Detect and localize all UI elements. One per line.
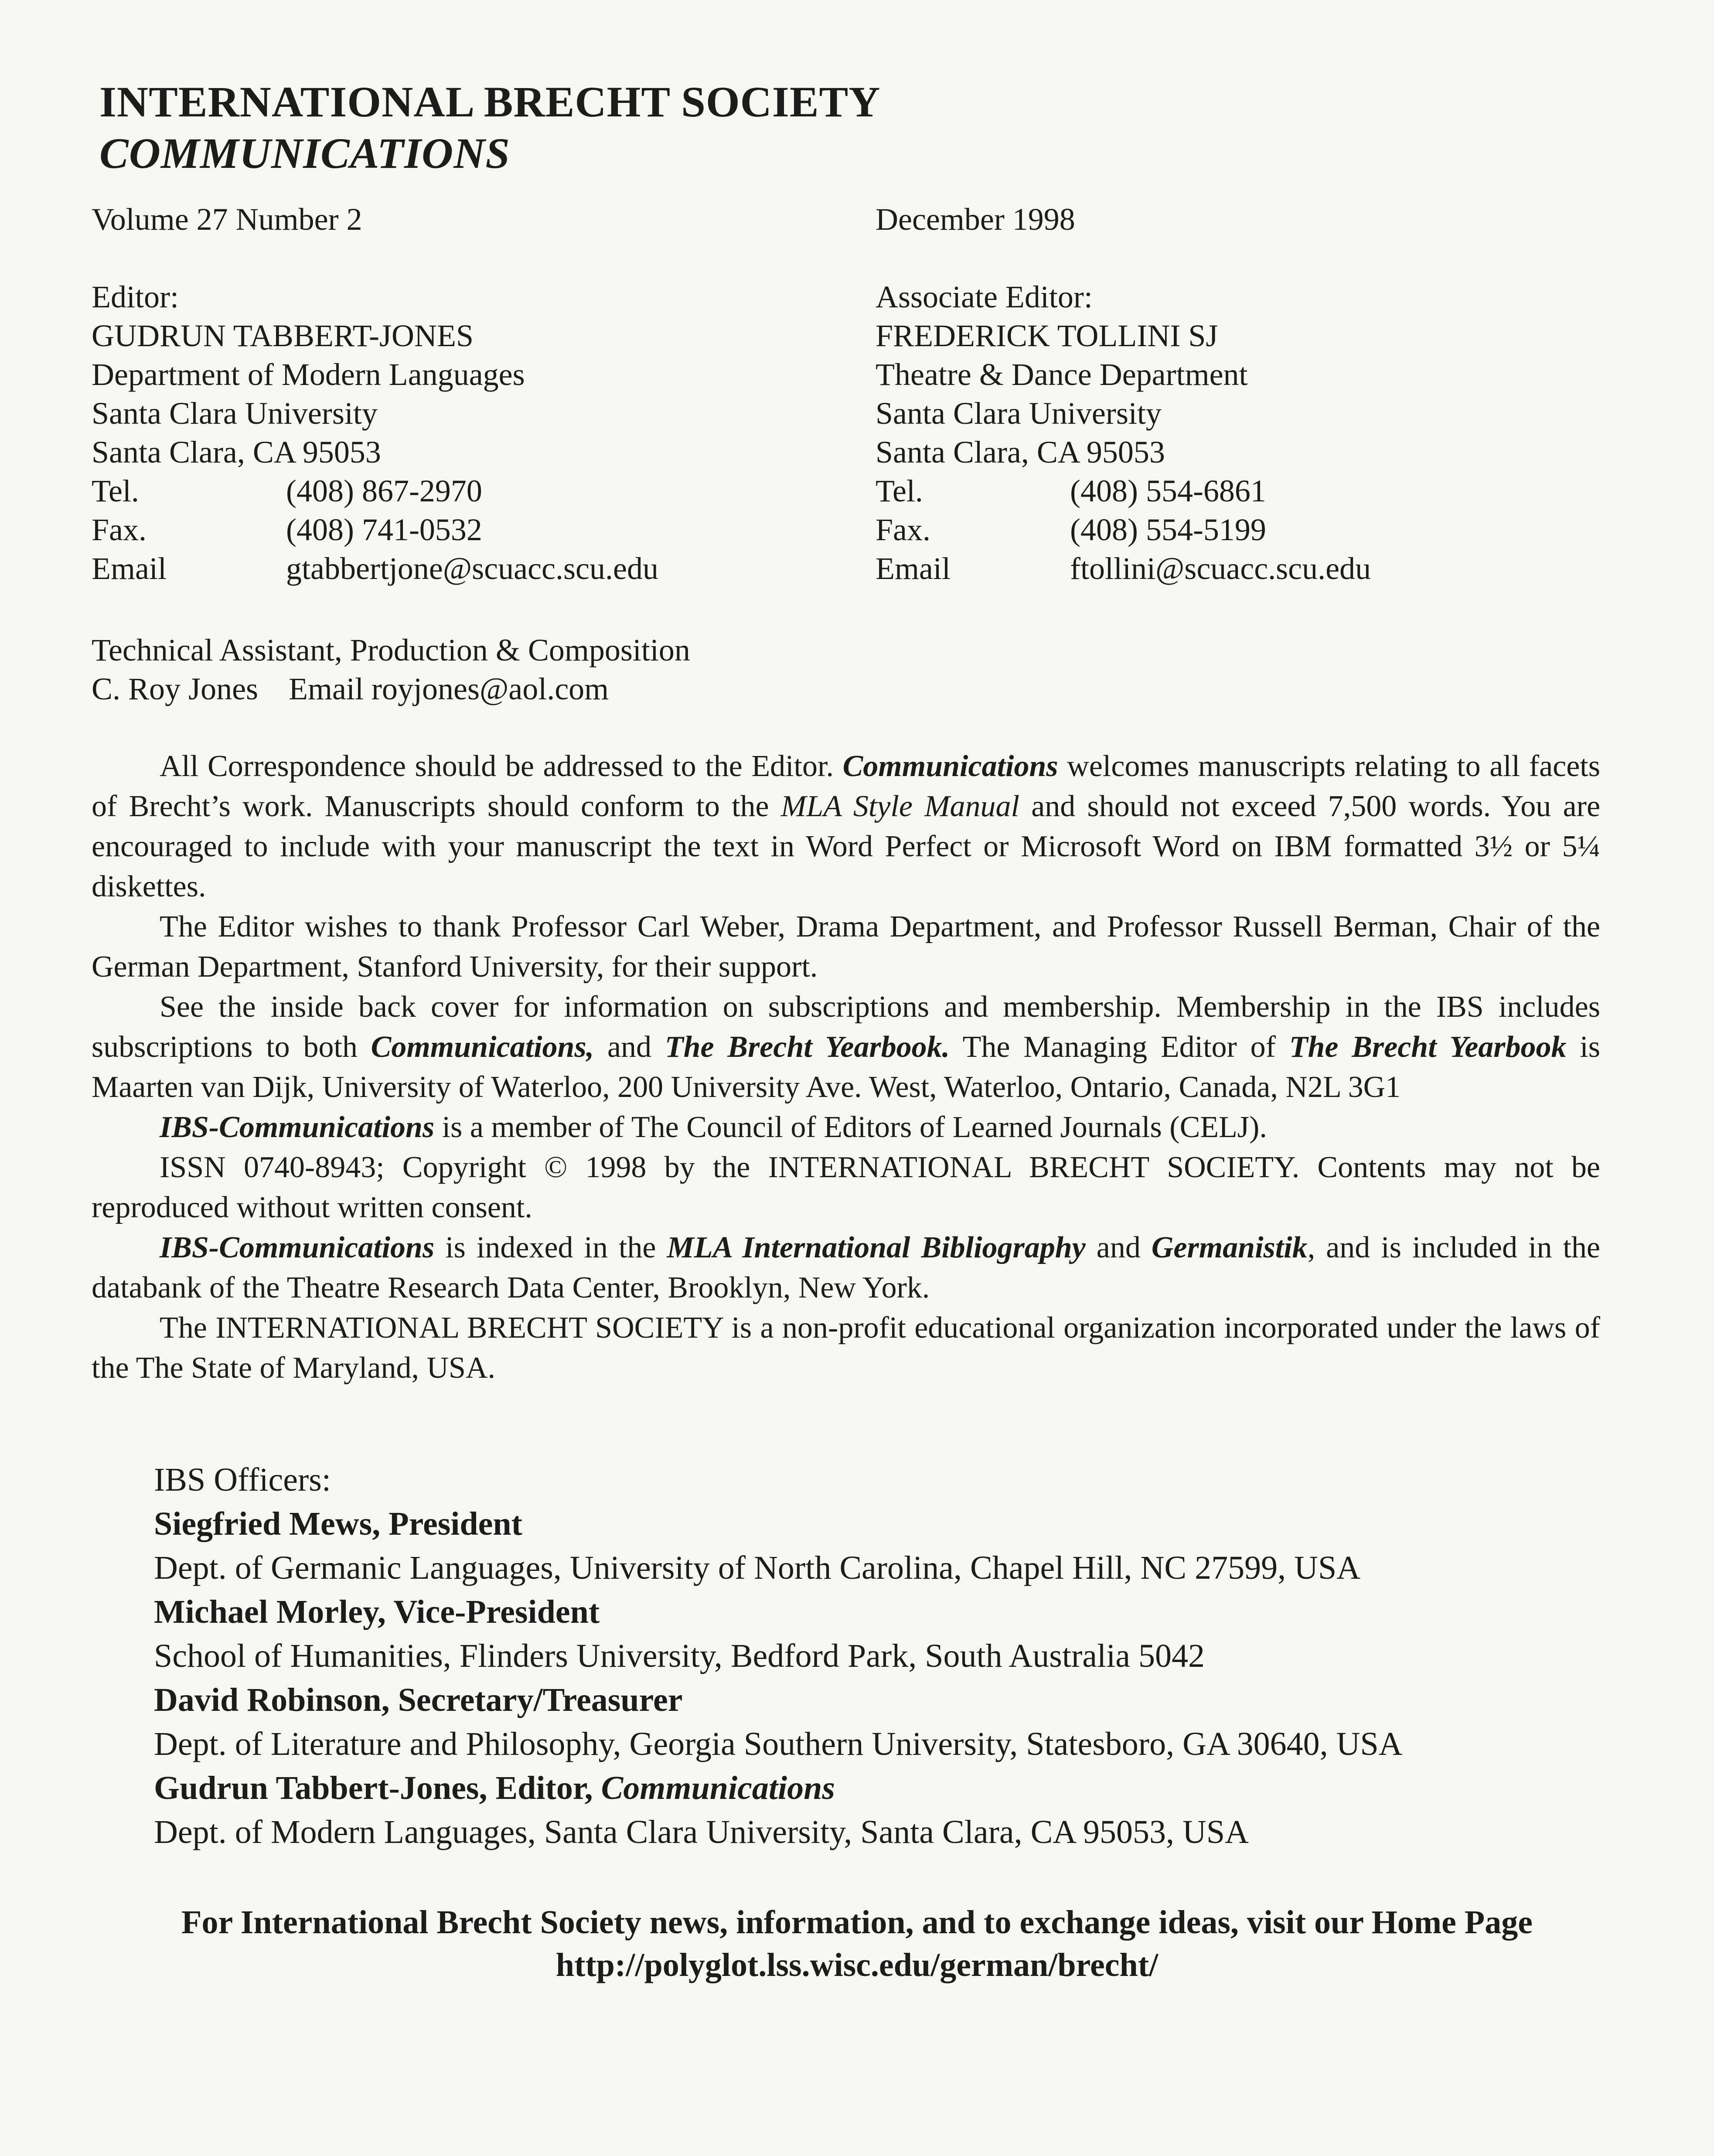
assoc-university: Santa Clara University	[876, 396, 1162, 431]
technical-name: C. Roy Jones	[92, 671, 259, 706]
editor-name: GUDRUN TABBERT-JONES	[92, 318, 474, 353]
president-address: Dept. of Germanic Languages, University of North Carolina, Chapel Hill, NC 27599, USA	[154, 1550, 1361, 1586]
volume-number: Volume 27 Number 2	[92, 202, 362, 237]
membership-paragraph	[92, 987, 1600, 1107]
assoc-city: Santa Clara, CA 95053	[876, 435, 1165, 470]
manual-title-emphasis: MLA Style Manual	[780, 790, 1019, 823]
editor-officer-row	[154, 1766, 1403, 1810]
editor-tel-row	[92, 472, 658, 511]
editor-university: Santa Clara University	[92, 396, 378, 431]
text-run: and	[1085, 1231, 1152, 1264]
copyright-paragraph: ISSN 0740-8943; Copyright © 1998 by the INTERNATIONAL BRECHT SOCIETY. Contents may not be reproduced without written consent.	[92, 1151, 1600, 1224]
editor-fax: (408) 741-0532	[286, 512, 482, 547]
technical-contact-row	[92, 670, 690, 708]
celj-paragraph	[92, 1107, 1600, 1148]
assoc-email: ftollini@scuacc.scu.edu	[1070, 551, 1371, 586]
publication-title: COMMUNICATIONS	[99, 129, 511, 177]
editor-email: gtabbertjone@scuacc.scu.edu	[286, 551, 658, 586]
editor-contact-block	[92, 278, 658, 588]
editor-fax-row	[92, 511, 658, 549]
homepage-footer	[0, 1901, 1714, 1986]
journal-title-emphasis: Communications,	[371, 1030, 594, 1064]
germanistik-title-emphasis: Germanistik	[1151, 1231, 1308, 1264]
technical-email-label: Email	[289, 671, 364, 706]
thanks-paragraph: The Editor wishes to thank Professor Carl Weber, Drama Department, and Professor Russell Berman, Chair of the German Department, Stanford University, for their support.	[92, 910, 1600, 984]
text-run: is a member of The Council of Editors of Learned Journals (CELJ).	[434, 1110, 1267, 1144]
assoc-tel-label: Tel.	[876, 473, 923, 508]
issue-date: December 1998	[876, 202, 1075, 237]
editor-dept: Department of Modern Languages	[92, 357, 525, 392]
assoc-fax: (408) 554-5199	[1070, 512, 1266, 547]
text-run: See the inside back cover for information on subscriptions and membership. Membership in the IBS includes subscriptions to both	[92, 990, 1600, 1064]
journal-title-emphasis: Communications	[842, 749, 1058, 783]
text-run: is indexed in the	[434, 1231, 667, 1264]
body-text	[92, 746, 1600, 1388]
assoc-tel-row	[876, 472, 1371, 511]
correspondence-paragraph	[92, 746, 1600, 907]
indexing-paragraph	[92, 1228, 1600, 1308]
assoc-tel: (408) 554-6861	[1070, 473, 1266, 508]
assoc-email-row	[876, 549, 1371, 588]
vice-president-address: School of Humanities, Flinders University, Bedford Park, South Australia 5042	[154, 1638, 1205, 1674]
assoc-fax-label: Fax.	[876, 512, 930, 547]
editor-city: Santa Clara, CA 95053	[92, 435, 381, 470]
text-run: The Managing Editor of	[950, 1030, 1289, 1064]
technical-role: Technical Assistant, Production & Composition	[92, 633, 690, 668]
yearbook-title-emphasis: The Brecht Yearbook	[1289, 1030, 1567, 1064]
text-run: and	[594, 1030, 665, 1064]
president-name: Siegfried Mews, President	[154, 1505, 522, 1542]
assoc-email-label: Email	[876, 551, 951, 586]
secretary-name: David Robinson, Secretary/Treasurer	[154, 1682, 683, 1718]
assoc-role: Associate Editor:	[876, 279, 1093, 314]
assoc-name: FREDERICK TOLLINI SJ	[876, 318, 1218, 353]
text-run: All Correspondence should be addressed to the Editor.	[160, 749, 843, 783]
text-run: , and is included in the databank of the Theatre Research Data Center, Brooklyn, New York.	[92, 1231, 1600, 1304]
officers-block	[154, 1458, 1403, 1854]
yearbook-title-emphasis: The Brecht Yearbook.	[664, 1030, 950, 1064]
editor-role: Editor:	[92, 279, 179, 314]
editor-email-label: Email	[92, 551, 167, 586]
editor-tel: (408) 867-2970	[286, 473, 482, 508]
technical-assistant-block	[92, 631, 690, 708]
editor-tel-label: Tel.	[92, 473, 139, 508]
editor-officer-name: Gudrun Tabbert-Jones, Editor,	[154, 1770, 601, 1806]
text-run: welcomes manuscripts relating to all facets of Brecht’s work. Manuscripts should conform to the	[92, 749, 1600, 823]
associate-editor-contact-block	[876, 278, 1371, 588]
society-title: INTERNATIONAL BRECHT SOCIETY	[99, 78, 881, 126]
assoc-fax-row	[876, 511, 1371, 549]
bibliography-title-emphasis: MLA International Bibliography	[667, 1231, 1086, 1264]
footer-text: For International Brecht Society news, information, and to exchange ideas, visit our Home Page	[181, 1904, 1533, 1941]
text-run: and should not exceed 7,500 words. You are encouraged to include with your manuscript the text in Word Perfect or Microsoft Word on IBM formatted 3½ or 5¼ diskettes.	[92, 790, 1601, 903]
journal-title-emphasis: IBS-Communications	[160, 1231, 435, 1264]
nonprofit-paragraph: The INTERNATIONAL BRECHT SOCIETY is a non-profit educational organization incorporated under the laws of the The State of Maryland, USA.	[92, 1311, 1600, 1385]
editor-email-row	[92, 549, 658, 588]
editor-fax-label: Fax.	[92, 512, 147, 547]
secretary-address: Dept. of Literature and Philosophy, Georgia Southern University, Statesboro, GA 30640, USA	[154, 1726, 1403, 1762]
technical-email: royjones@aol.com	[371, 671, 609, 706]
homepage-url[interactable]: http://polyglot.lss.wisc.edu/german/brecht/	[555, 1947, 1159, 1983]
editor-officer-publication: Communications	[601, 1770, 835, 1806]
text-run: is Maarten van Dijk, University of Waterloo, 200 University Ave. West, Waterloo, Ontario, Canada, N2L 3G1	[92, 1030, 1600, 1104]
editor-officer-address: Dept. of Modern Languages, Santa Clara University, Santa Clara, CA 95053, USA	[154, 1814, 1249, 1850]
officers-heading: IBS Officers:	[154, 1461, 331, 1498]
vice-president-name: Michael Morley, Vice-President	[154, 1594, 600, 1630]
assoc-dept: Theatre & Dance Department	[876, 357, 1248, 392]
journal-title-emphasis: IBS-Communications	[160, 1110, 435, 1144]
